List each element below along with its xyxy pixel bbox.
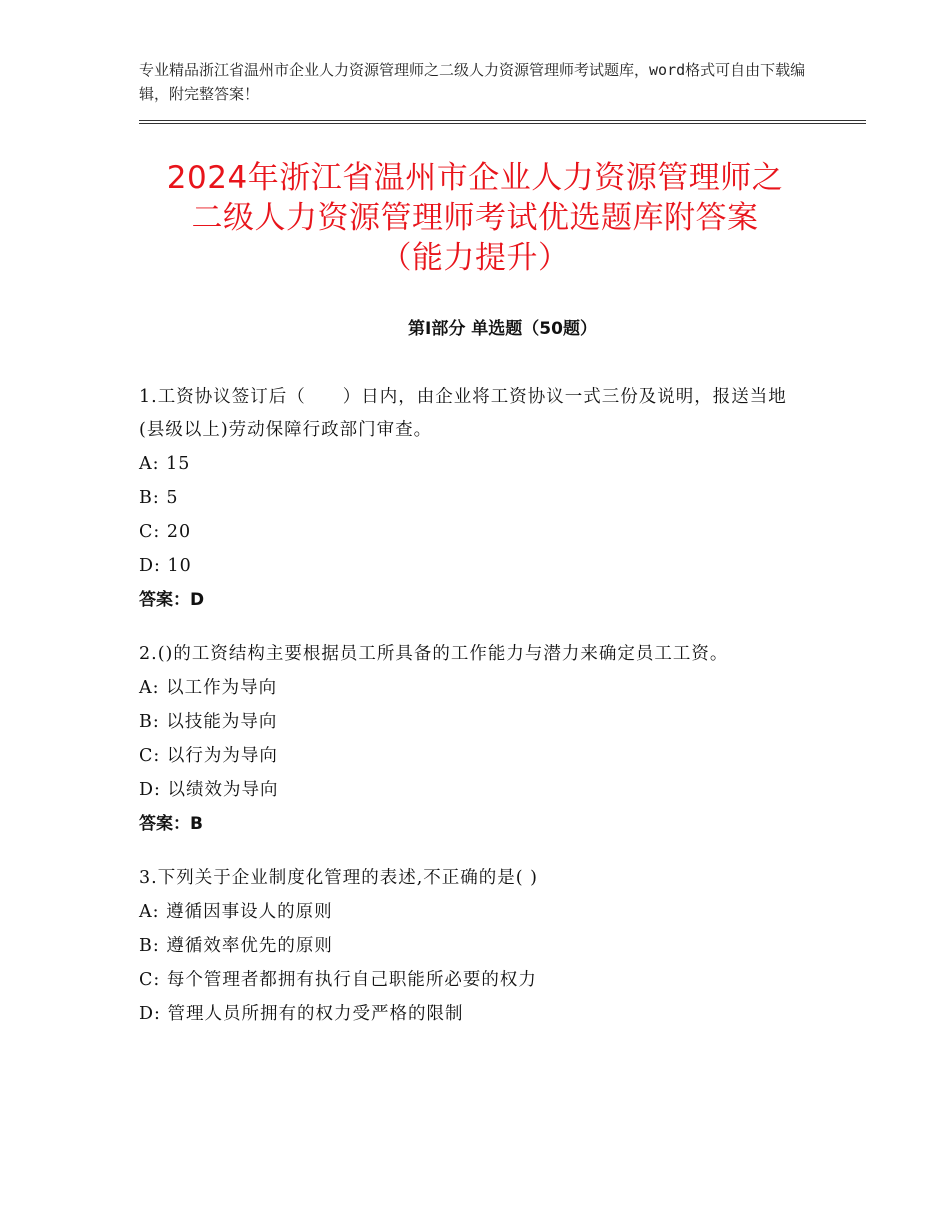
question-stem: 2.()的工资结构主要根据员工所具备的工作能力与潜力来确定员工工资。 [139,644,729,664]
answer: 答案：B [139,814,203,834]
option-c: C: 每个管理者都拥有执行自己职能所必要的权力 [139,970,537,990]
option-a: A: 以工作为导向 [139,678,278,698]
title-line-3: （能力提升） [380,240,570,276]
question-stem: 3.下列关于企业制度化管理的表述,不正确的是( ) [139,868,538,888]
option-b: B: 以技能为导向 [139,712,278,732]
option-d: D: 10 [139,556,192,576]
title-line-2: 二级人力资源管理师考试优选题库附答案 [191,200,759,236]
option-b: B: 遵循效率优先的原则 [139,936,333,956]
option-a: A: 遵循因事设人的原则 [139,902,333,922]
option-d: D: 管理人员所拥有的权力受严格的限制 [139,1004,464,1024]
option-a: A: 15 [139,454,191,474]
question-2 [139,638,809,841]
option-d: D: 以绩效为导向 [139,780,279,800]
header-divider [139,120,866,124]
option-c: C: 20 [139,522,192,542]
option-b: B: 5 [139,488,179,508]
option-c: C: 以行为为导向 [139,746,278,766]
question-1 [139,381,809,617]
answer: 答案：D [139,590,205,610]
title-line-1: 2024年浙江省温州市企业人力资源管理师之 [166,160,784,196]
question-stem: 1.工资协议签订后（ ）日内，由企业将工资协议一式三份及说明，报送当地(县级以上)劳动保障行政部门审查。 [139,387,787,440]
header-note: 专业精品浙江省温州市企业人力资源管理师之二级人力资源管理师考试题库，word格式可自由下载编辑，附完整答案！ [139,61,806,103]
document-title [100,158,850,278]
question-list [139,381,809,1052]
question-3 [139,862,809,1031]
section-title: 第Ⅰ部分 单选题（50题） [408,319,597,339]
